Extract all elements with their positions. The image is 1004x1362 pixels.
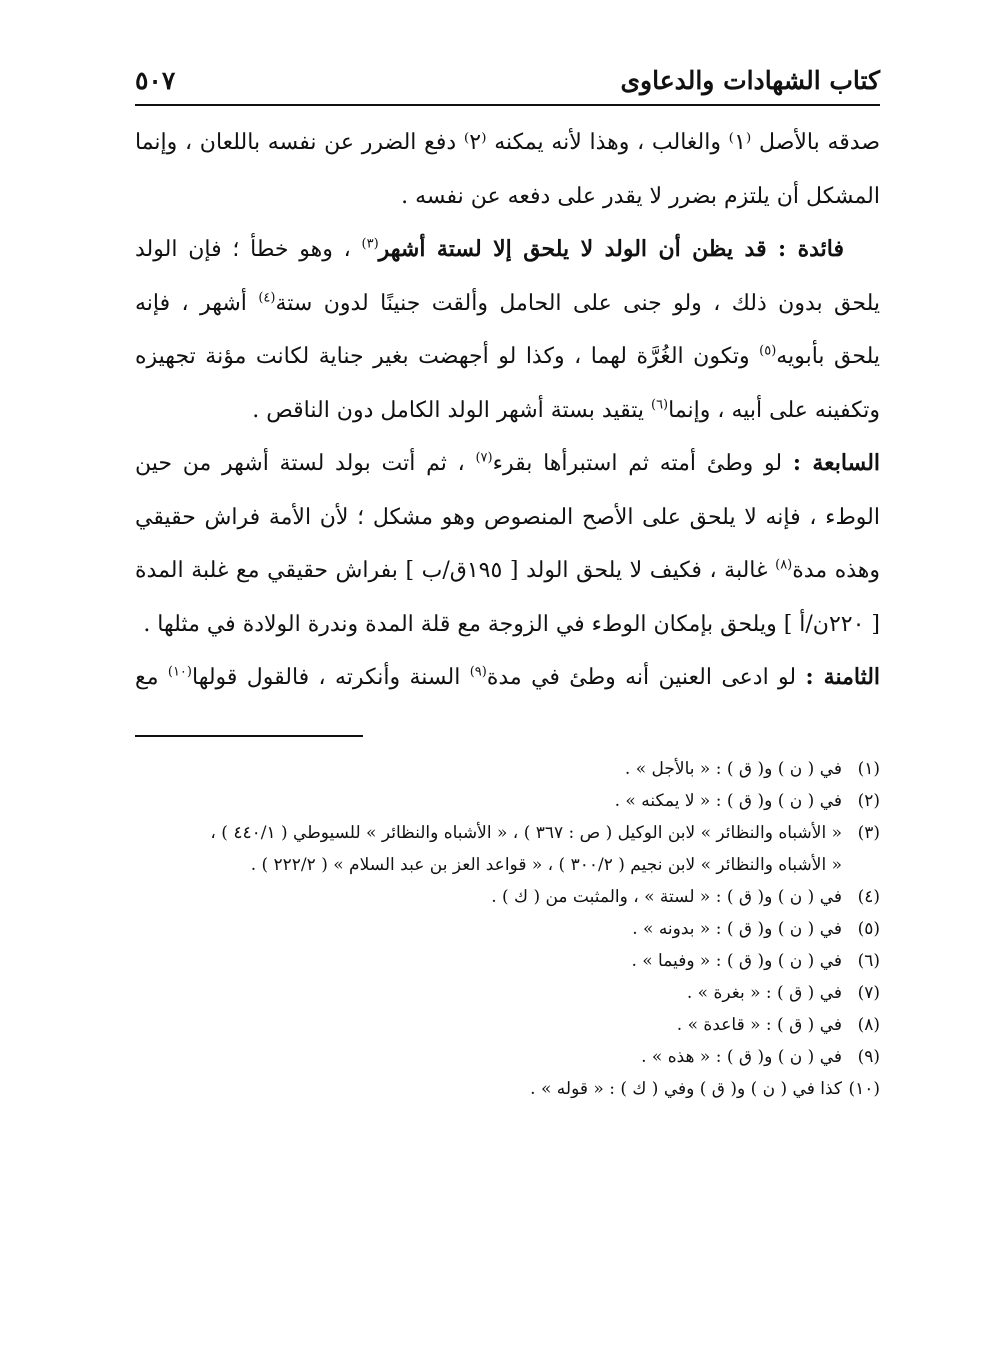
footnote-number: (٢) [857, 790, 880, 811]
footnote [135, 881, 880, 913]
book-page [135, 62, 880, 1302]
footnote-number: (١٠) [848, 1078, 880, 1099]
paragraph-label: فائدة : قد يظن أن الولد لا يلحق إلا لستة أشهر [378, 236, 845, 262]
footnotes [135, 753, 880, 1105]
text-span: السنة وأنكرته ، فالقول قولها [192, 665, 461, 690]
footnote-number: (١) [857, 758, 880, 779]
text-line [135, 277, 880, 331]
footnote-text: « الأشباه والنظائر » لابن نجيم ( ٣٠٠/٢ ) ، « قواعد العز بن عبد السلام » ( ٢٢٢/٢ ) . [250, 854, 842, 875]
footnote [135, 1073, 880, 1105]
footnote-divider [135, 735, 363, 737]
text-line [135, 330, 880, 384]
header-divider [135, 104, 880, 106]
text-line [135, 651, 880, 705]
running-title: كتاب الشهادات والدعاوى [620, 65, 880, 95]
page-header [135, 62, 880, 98]
footnote-number: (٩) [857, 1046, 880, 1067]
footnote-ref: (١٠) [167, 664, 192, 680]
footnote-number: (٨) [857, 1014, 880, 1035]
text-span: لو وطئ أمته ثم استبرأها بقرء [492, 451, 783, 476]
text-line [135, 544, 880, 598]
footnote [135, 1009, 880, 1041]
text-line [135, 223, 880, 277]
footnote-text: في ( ن ) و( ق ) : « هذه » . [641, 1046, 842, 1067]
text-line [135, 598, 880, 652]
footnote-text: في ( ن ) و( ق ) : « لا يمكنه » . [614, 790, 842, 811]
footnote [135, 1041, 880, 1073]
text-line [135, 384, 880, 438]
text-span: مع [135, 665, 159, 690]
footnote-ref: (٤) [258, 290, 276, 306]
footnote-text: في ( ق ) : « قاعدة » . [676, 1014, 842, 1035]
paragraph-label: الثامنة : [805, 664, 880, 690]
footnote-ref: (٥) [759, 343, 777, 359]
footnote [135, 913, 880, 945]
text-span: يلحق بأبويه [776, 344, 880, 369]
text-line [135, 437, 880, 491]
footnote [135, 753, 880, 785]
footnote [135, 977, 880, 1009]
text-span: ، وهو خطأ ؛ فإن الولد [135, 237, 351, 262]
footnote-text: « الأشباه والنظائر » لابن الوكيل ( ص : ٣٦٧ ) ، « الأشباه والنظائر » للسيوطي ( ٤٤٠/١ ) ، [210, 822, 842, 843]
paragraph-label: السابعة : [792, 450, 880, 476]
text-span: المشكل أن يلتزم بضرر لا يقدر على دفعه عن نفسه . [401, 183, 880, 209]
text-span: وتكفينه على أبيه ، وإنما [668, 397, 880, 423]
footnote-number: (٦) [857, 950, 880, 971]
footnote [135, 945, 880, 977]
footnote-text: في ( ن ) و( ق ) : « لستة » ، والمثبت من ( ك ) . [491, 886, 842, 907]
footnote-number: (٤) [857, 886, 880, 907]
footnote-ref: (٦) [650, 397, 669, 413]
main-text [135, 116, 880, 705]
text-span: يتقيد بستة أشهر الولد الكامل دون الناقص . [252, 397, 644, 423]
footnote-number: (٥) [857, 918, 880, 939]
footnote-number: (٣) [857, 822, 880, 843]
text-span: صدقه بالأصل ⁽١⁾ والغالب ، وهذا لأنه يمكنه ⁽٢⁾ دفع الضرر عن نفسه باللعان ، وإنما [135, 130, 880, 155]
footnote [135, 817, 880, 849]
text-line [135, 491, 880, 545]
footnote-continuation [135, 849, 880, 881]
text-span: أشهر ، فإنه [135, 290, 247, 316]
footnote [135, 785, 880, 817]
footnote-text: في ( ن ) و( ق ) : « بالأجل » . [624, 758, 842, 779]
footnote-text: في ( ن ) و( ق ) : « بدونه » . [632, 918, 842, 939]
footnote-number: (٧) [857, 982, 880, 1003]
text-span: يلحق بدون ذلك ، ولو جنى على الحامل وألقت جنينًا لدون ستة [275, 290, 880, 316]
footnote-ref: (٣) [361, 236, 379, 252]
text-line [135, 116, 880, 170]
text-span: وهذه مدة [792, 558, 880, 583]
text-span: [ ٢٢٠ن/أ ] ويلحق بإمكان الوطء في الزوجة مع قلة المدة وندرة الولادة في مثلها . [143, 611, 880, 637]
footnote-ref: (٩) [469, 664, 487, 680]
footnote-text: كذا في ( ن ) و( ق ) وفي ( ك ) : « قوله » . [530, 1078, 842, 1099]
footnote-ref: (٨) [775, 557, 793, 573]
footnote-ref: (٧) [475, 450, 493, 466]
text-line [135, 170, 880, 224]
page-number: ٥٠٧ [135, 65, 176, 95]
footnote-text: في ( ن ) و( ق ) : « وفيما » . [631, 950, 842, 971]
text-span: ، ثم أتت بولد لستة أشهر من حين [135, 451, 465, 476]
text-span: وتكون الغُرَّة لهما ، وكذا لو أجهضت بغير جناية لكانت مؤنة تجهيزه [135, 344, 750, 369]
text-span: غالبة ، فكيف لا يلحق الولد [ ١٩٥ق/ب ] بفراش حقيقي مع غلبة المدة [135, 558, 768, 583]
text-span: لو ادعى العنين أنه وطئ في مدة [486, 665, 797, 690]
text-span: الوطء ، فإنه لا يلحق على الأصح المنصوص وهو مشكل ؛ لأن الأمة فراش حقيقي [135, 504, 880, 530]
footnote-text: في ( ق ) : « بغرة » . [686, 982, 842, 1003]
